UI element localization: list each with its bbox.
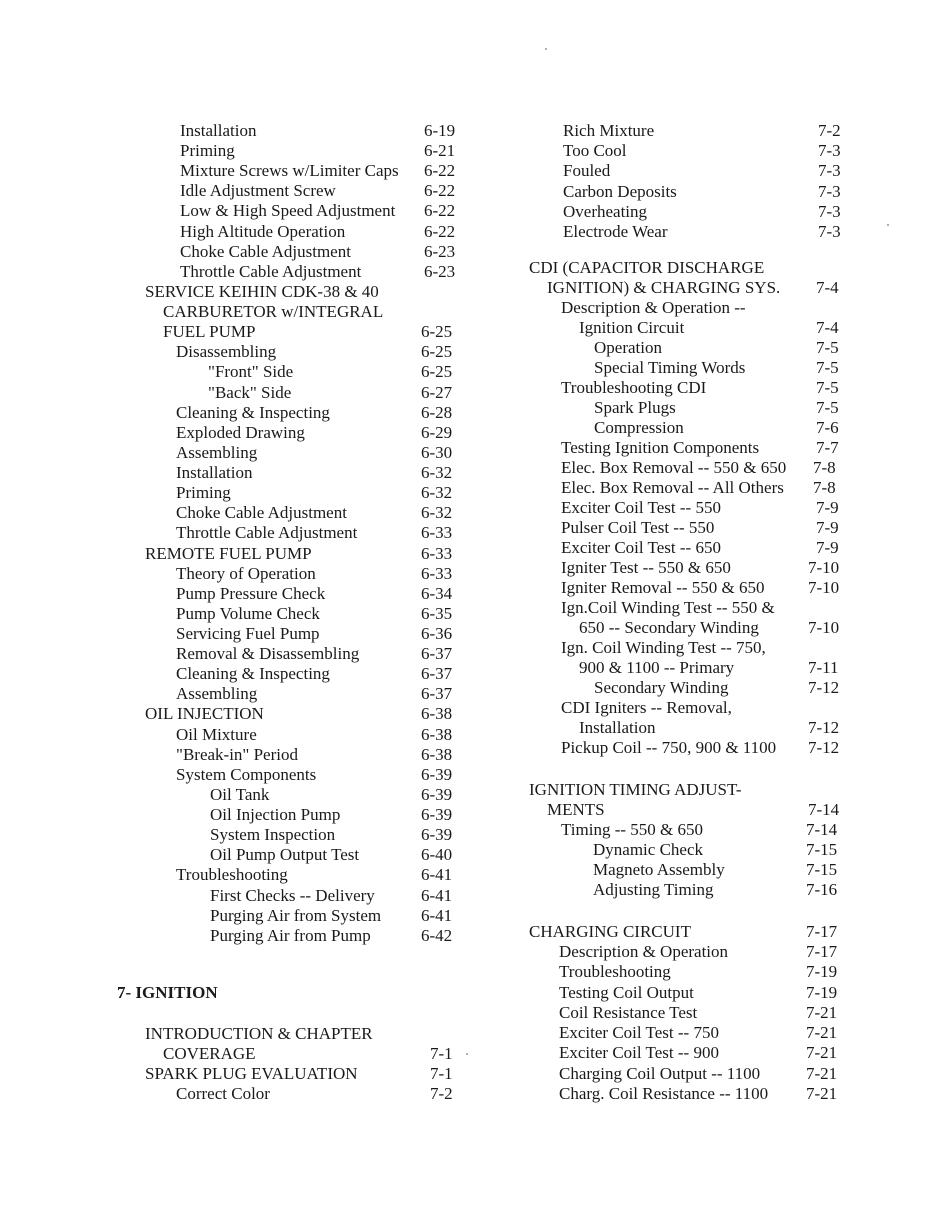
toc-entry-page-number: 6-28 <box>421 402 453 422</box>
toc-entry-page-number: 7-4 <box>816 278 839 297</box>
toc-entry-label: Exciter Coil Test -- 900 <box>559 1043 719 1062</box>
toc-entry-label: Throttle Cable Adjustment <box>176 523 358 543</box>
toc-entry-page-number: 6-39 <box>421 764 453 784</box>
toc-entry-page-number: 6-37 <box>421 664 453 684</box>
toc-entry-label: Adjusting Timing <box>593 880 714 899</box>
toc-entry-label: Theory of Operation <box>176 563 316 583</box>
toc-entry-label: SPARK PLUG EVALUATION <box>145 1064 358 1083</box>
toc-entry-page-number: 6-27 <box>421 382 453 402</box>
toc-entry-page-number: 7-17 <box>806 942 838 961</box>
toc-entry-label: Rich Mixture <box>563 121 655 140</box>
toc-entry <box>0 378 935 398</box>
toc-entry-page-number: 6-37 <box>421 684 453 704</box>
toc-entry <box>0 318 935 338</box>
toc-entry-label: Idle Adjustment Screw <box>180 181 336 201</box>
toc-entry-page-number: 6-41 <box>421 885 453 905</box>
toc-entry-page-number: 6-21 <box>424 141 456 161</box>
toc-entry <box>0 922 935 942</box>
toc-entry-page-number: 6-38 <box>421 724 453 744</box>
toc-entry-label: Throttle Cable Adjustment <box>180 261 362 281</box>
toc-entry <box>0 338 935 358</box>
toc-entry-label: 900 & 1100 -- Primary <box>579 658 735 677</box>
toc-entry <box>0 718 935 738</box>
toc-entry-page-number: 7-7 <box>816 438 839 457</box>
toc-entry-label: Description & Operation <box>559 942 729 961</box>
toc-entry-label: Charging Coil Output -- 1100 <box>559 1064 761 1083</box>
toc-entry-label: Pickup Coil -- 750, 900 & 1100 <box>561 738 777 757</box>
toc-entry-page-number: 7-11 <box>808 658 839 677</box>
toc-entry-page-number: 6-22 <box>424 181 456 201</box>
toc-entry-label: COVERAGE <box>163 1044 256 1063</box>
toc-entry-label: Pump Pressure Check <box>176 583 326 603</box>
toc-entry <box>0 780 935 800</box>
toc-entry-label: Priming <box>180 141 235 161</box>
toc-entry-label: Oil Injection Pump <box>210 805 341 825</box>
toc-entry-page-number: 7-10 <box>808 578 840 597</box>
toc-entry <box>0 558 935 578</box>
toc-entry-label: OIL INJECTION <box>145 704 264 724</box>
toc-entry-label: Exciter Coil Test -- 550 <box>561 498 721 517</box>
toc-entry-label: Exploded Drawing <box>176 422 305 442</box>
toc-entry <box>0 418 935 438</box>
toc-entry <box>0 458 935 478</box>
toc-entry-page-number: 6-42 <box>421 925 453 945</box>
toc-entry <box>0 578 935 598</box>
toc-entry-label: Ign. Coil Winding Test -- 750, <box>561 638 766 657</box>
toc-entry-label: Cleaning & Inspecting <box>176 664 330 684</box>
toc-entry-page-number: 7-3 <box>818 182 841 201</box>
toc-entry-page-number: 7-5 <box>816 338 839 357</box>
toc-entry <box>0 738 935 758</box>
toc-entry <box>0 962 935 982</box>
toc-entry-page-number: 7-10 <box>808 618 840 637</box>
toc-entry-label: Secondary Winding <box>594 678 729 697</box>
toc-entry-label: Elec. Box Removal -- All Others <box>561 478 784 497</box>
toc-entry-label: Description & Operation -- <box>561 298 746 317</box>
toc-entry-page-number: 7-9 <box>816 538 839 557</box>
toc-entry <box>0 182 935 202</box>
toc-entry <box>0 618 935 638</box>
toc-entry-page-number: 6-39 <box>421 784 453 804</box>
toc-entry-label: "Front" Side <box>208 362 294 382</box>
toc-entry-label: Installation <box>176 463 253 483</box>
toc-entry-label: "Back" Side <box>208 382 292 402</box>
toc-entry-label: SERVICE KEIHIN CDK-38 & 40 <box>145 281 379 301</box>
toc-entry-label: Pump Volume Check <box>176 603 320 623</box>
toc-entry-label: Exciter Coil Test -- 650 <box>561 538 721 557</box>
toc-entry-page-number: 6-19 <box>424 121 456 140</box>
toc-entry-label: Testing Coil Output <box>559 983 694 1002</box>
toc-entry <box>0 880 935 900</box>
toc-entry-page-number: 6-33 <box>421 543 453 563</box>
toc-entry-label: 650 -- Secondary Winding <box>579 618 759 637</box>
toc-entry-page-number: 6-37 <box>421 644 453 664</box>
toc-entry-label: "Break-in" Period <box>176 744 298 764</box>
toc-entry <box>0 658 935 678</box>
toc-entry <box>0 298 935 318</box>
toc-entry-label: Operation <box>594 338 662 357</box>
toc-entry-page-number: 6-22 <box>424 221 456 241</box>
toc-entry-label: Priming <box>176 483 231 503</box>
toc-entry-page-number: 7-19 <box>806 983 838 1002</box>
toc-entry <box>0 1084 935 1104</box>
toc-entry-page-number: 7-12 <box>808 718 840 737</box>
toc-entry-page-number: 6-30 <box>421 442 453 462</box>
toc-entry-label: Oil Tank <box>210 784 270 804</box>
toc-entry-page-number: 6-25 <box>421 342 453 362</box>
toc-entry <box>0 538 935 558</box>
toc-entry <box>0 942 935 962</box>
toc-entry-page-number: 6-29 <box>421 422 453 442</box>
toc-entry-page-number: 6-23 <box>424 241 456 261</box>
toc-entry-label: REMOTE FUEL PUMP <box>145 543 312 563</box>
toc-entry-page-number: 6-23 <box>424 261 456 281</box>
toc-entry-label: Removal & Disassembling <box>176 644 360 664</box>
toc-entry <box>0 141 935 161</box>
toc-entry-page-number: 6-32 <box>421 463 453 483</box>
toc-entry-label: First Checks -- Delivery <box>210 885 375 905</box>
toc-entry-page-number: 6-32 <box>421 483 453 503</box>
toc-entry-page-number: 6-22 <box>424 201 456 221</box>
toc-entry <box>0 258 935 278</box>
toc-entry-page-number: 7-3 <box>818 161 841 180</box>
toc-entry-label: Testing Ignition Components <box>561 438 760 457</box>
toc-entry-label: Choke Cable Adjustment <box>180 241 351 261</box>
chapter-heading-text: 7- IGNITION <box>117 983 218 1002</box>
toc-entry-page-number: 6-39 <box>421 825 453 845</box>
toc-entry-page-number: 6-35 <box>421 603 453 623</box>
toc-entry <box>0 498 935 518</box>
toc-entry <box>0 1023 935 1043</box>
toc-entry-label: Charg. Coil Resistance -- 1100 <box>559 1084 769 1103</box>
toc-entry-page-number: 7-14 <box>806 820 838 839</box>
toc-entry-page-number: 6-33 <box>421 523 453 543</box>
toc-entry-label: CARBURETOR w/INTEGRAL <box>163 302 384 322</box>
toc-entry-label: Installation <box>180 121 257 140</box>
toc-entry-page-number: 7-5 <box>816 378 839 397</box>
toc-entry-label: High Altitude Operation <box>180 221 346 241</box>
toc-entry <box>0 518 935 538</box>
toc-entry-page-number: 7-1 <box>430 1044 453 1063</box>
toc-entry-label: System Components <box>176 764 317 784</box>
toc-entry-page-number: 6-25 <box>421 362 453 382</box>
toc-entry <box>0 598 935 618</box>
toc-entry-page-number: 7-3 <box>818 222 841 241</box>
toc-entry-label: IGNITION) & CHARGING SYS. <box>547 278 781 297</box>
toc-entry-label: Correct Color <box>176 1084 270 1103</box>
toc-entry <box>0 860 935 880</box>
scan-speck <box>887 224 889 226</box>
scan-speck <box>466 1053 468 1055</box>
toc-entry-label: FUEL PUMP <box>163 322 256 342</box>
toc-entry <box>0 222 935 242</box>
toc-entry <box>0 820 935 840</box>
toc-entry-label: Carbon Deposits <box>563 182 677 201</box>
toc-entry <box>0 638 935 658</box>
toc-entry-page-number: 6-40 <box>421 845 453 865</box>
toc-entry-page-number: 6-39 <box>421 805 453 825</box>
toc-entry-page-number: 7-6 <box>816 418 839 437</box>
toc-entry-label: INTRODUCTION & CHAPTER <box>145 1024 373 1043</box>
toc-entry-page-number: 7-9 <box>816 498 839 517</box>
toc-entry-page-number: 7-3 <box>818 202 841 221</box>
toc-entry <box>0 398 935 418</box>
toc-entry-page-number: 7-21 <box>806 1064 838 1083</box>
toc-entry-label: Cleaning & Inspecting <box>176 402 330 422</box>
toc-entry <box>0 983 935 1003</box>
toc-entry-page-number: 7-15 <box>806 840 838 859</box>
toc-entry-label: Low & High Speed Adjustment <box>180 201 396 221</box>
toc-entry-page-number: 7-8 <box>813 458 836 477</box>
toc-entry-page-number: 7-16 <box>806 880 838 899</box>
toc-entry-page-number: 7-15 <box>806 860 838 879</box>
toc-entry-label: Too Cool <box>563 141 627 160</box>
toc-entry-label: Electrode Wear <box>563 222 668 241</box>
toc-entry-label: Timing -- 550 & 650 <box>561 820 704 839</box>
toc-entry <box>0 1003 935 1023</box>
toc-entry-label: Disassembling <box>176 342 277 362</box>
toc-entry-label: Elec. Box Removal -- 550 & 650 <box>561 458 787 477</box>
toc-entry-page-number: 7-8 <box>813 478 836 497</box>
toc-entry-label: Special Timing Words <box>594 358 746 377</box>
toc-entry-label: CHARGING CIRCUIT <box>529 922 691 941</box>
toc-entry-label: Exciter Coil Test -- 750 <box>559 1023 719 1042</box>
toc-entry-label: Assembling <box>176 442 258 462</box>
toc-entry-label: Mixture Screws w/Limiter Caps <box>180 161 399 181</box>
toc-entry <box>0 1064 935 1084</box>
toc-entry-label: Ignition Circuit <box>579 318 685 337</box>
toc-entry-page-number: 7-17 <box>806 922 838 941</box>
toc-entry-label: Overheating <box>563 202 648 221</box>
toc-entry-page-number: 7-2 <box>818 121 841 140</box>
toc-entry-label: System Inspection <box>210 825 336 845</box>
toc-entry-page-number: 6-34 <box>421 583 453 603</box>
toc-entry-page-number: 6-25 <box>421 322 453 342</box>
toc-entry-label: Servicing Fuel Pump <box>176 624 320 643</box>
toc-entry-page-number: 7-3 <box>818 141 841 160</box>
toc-entry-label: Pulser Coil Test -- 550 <box>561 518 715 537</box>
toc-entry-page-number: 7-21 <box>806 1084 838 1103</box>
toc-entry <box>0 202 935 222</box>
toc-entry-label: Ign.Coil Winding Test -- 550 & <box>561 598 775 617</box>
toc-entry-page-number: 6-38 <box>421 744 453 764</box>
toc-entry-page-number: 7-14 <box>808 800 840 819</box>
toc-entry-page-number: 6-38 <box>421 704 453 724</box>
toc-entry-label: Spark Plugs <box>594 398 676 417</box>
toc-entry-page-number: 7-19 <box>806 962 838 981</box>
toc-entry-label: Dynamic Check <box>593 840 703 859</box>
toc-entry <box>0 478 935 498</box>
toc-entry-page-number: 7-5 <box>816 358 839 377</box>
toc-entry-label: Compression <box>594 418 684 437</box>
toc-entry-label: Troubleshooting <box>559 962 671 981</box>
toc-entry-label: CDI Igniters -- Removal, <box>561 698 732 717</box>
toc-entry-page-number: 7-1 <box>430 1064 453 1083</box>
toc-entry-label: IGNITION TIMING ADJUST- <box>529 780 742 799</box>
toc-entry-page-number: 7-21 <box>806 1043 838 1062</box>
toc-entry <box>0 800 935 820</box>
toc-entry-page-number: 6-33 <box>421 563 453 583</box>
toc-entry <box>0 438 935 458</box>
toc-entry-page-number: 7-12 <box>808 738 840 757</box>
toc-entry-label: Purging Air from System <box>210 905 382 925</box>
toc-entry-page-number: 6-41 <box>421 905 453 925</box>
toc-entry-label: Igniter Test -- 550 & 650 <box>561 558 731 577</box>
toc-entry-page-number: 6-32 <box>421 503 453 523</box>
toc-entry-page-number: 7-21 <box>806 1003 838 1022</box>
toc-entry <box>0 840 935 860</box>
toc-entry-page-number: 7-2 <box>430 1084 453 1103</box>
toc-entry-page-number: 7-21 <box>806 1023 838 1042</box>
toc-entry <box>0 121 935 141</box>
toc-entry-page-number: 6-36 <box>421 624 453 643</box>
toc-entry <box>0 678 935 698</box>
toc-entry-page-number: 7-5 <box>816 398 839 417</box>
toc-entry <box>0 278 935 298</box>
toc-entry-label: Oil Mixture <box>176 724 257 744</box>
toc-entry-label: Oil Pump Output Test <box>210 845 360 865</box>
toc-entry-page-number: 7-9 <box>816 518 839 537</box>
toc-entry-page-number: 7-12 <box>808 678 840 697</box>
toc-entry-label: CDI (CAPACITOR DISCHARGE <box>529 258 765 277</box>
toc-entry <box>0 698 935 718</box>
toc-entry-label: Igniter Removal -- 550 & 650 <box>561 578 765 597</box>
toc-entry <box>0 161 935 181</box>
toc-entry-label: Magneto Assembly <box>593 860 725 879</box>
toc-entry-label: Troubleshooting <box>176 865 288 885</box>
toc-entry-label: Installation <box>579 718 656 737</box>
toc-entry-page-number: 7-4 <box>816 318 839 337</box>
toc-entry-label: Assembling <box>176 684 258 704</box>
scan-speck <box>545 48 547 50</box>
toc-entry-page-number: 7-10 <box>808 558 840 577</box>
toc-entry-page-number: 6-22 <box>424 161 456 181</box>
toc-entry <box>0 358 935 378</box>
toc-entry-label: Fouled <box>563 161 611 180</box>
toc-entry-label: Choke Cable Adjustment <box>176 503 347 523</box>
toc-entry-label: Troubleshooting CDI <box>561 378 707 397</box>
toc-entry-label: MENTS <box>547 800 605 819</box>
toc-entry-label: Purging Air from Pump <box>210 925 371 945</box>
toc-entry-label: Coil Resistance Test <box>559 1003 698 1022</box>
toc-entry-page-number: 6-41 <box>421 865 453 885</box>
